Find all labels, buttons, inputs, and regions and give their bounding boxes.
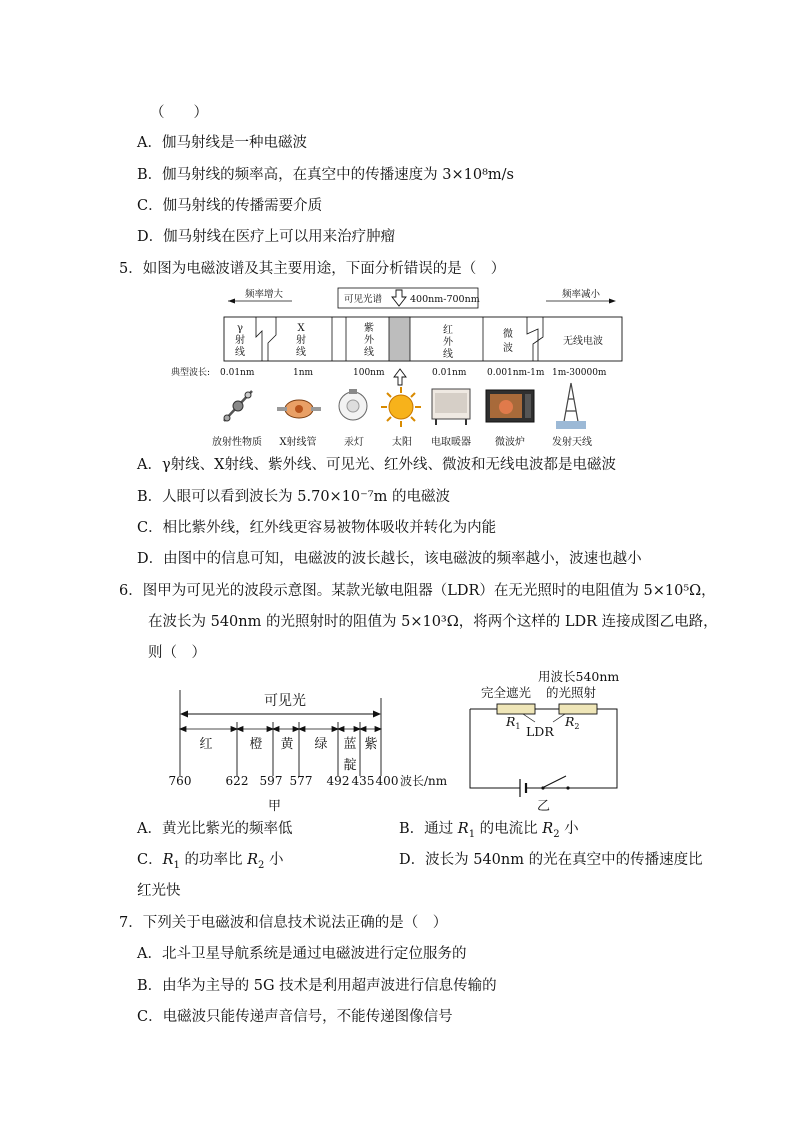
use-xray-tube: X射线管: [279, 437, 317, 448]
tick-597: 597: [259, 774, 283, 788]
use-microwave: 微波炉: [495, 437, 525, 448]
band-green: 绿: [314, 737, 328, 752]
q4-option-c: C．伽马射线的传播需要介质: [137, 198, 323, 214]
use-mercury-lamp: 汞灯: [344, 437, 364, 448]
use-heater: 电取暖器: [431, 437, 471, 448]
r2-resistor: [559, 704, 597, 714]
q5-option-d: D．由图中的信息可知，电磁波的波长越长，该电磁波的频率越小，波速也越小: [137, 551, 642, 567]
q6-option-d-line-1: D．波长为 540nm 的光在真空中的传播速度比: [399, 852, 703, 868]
freq-increase-label: 频率增大: [245, 289, 284, 300]
wavelength-radio: 1m-30000m: [552, 368, 607, 378]
band-red: 红: [199, 737, 213, 752]
tick-760: 760: [168, 774, 192, 788]
q6-stem-line-3: 则（ ）: [148, 645, 206, 661]
r1-resistor: [497, 704, 535, 714]
band-micro-2: 波: [503, 343, 513, 354]
q6-stem-line-1: 6．图甲为可见光的波段示意图。某款光敏电阻器（LDR）在无光照时的电阻值为 5×10⁵Ω，: [119, 583, 716, 599]
wavelength-ir: 0.01nm: [432, 368, 467, 378]
light-label-2: 的光照射: [546, 685, 597, 700]
light-label-1: 用波长540nm: [538, 669, 620, 684]
band-x-2: 射: [296, 335, 306, 346]
q4-option-d: D．伽马射线在医疗上可以用来治疗肿瘤: [137, 229, 396, 245]
band-gamma-3: 线: [235, 347, 245, 358]
q7-stem: 7．下列关于电磁波和信息技术说法正确的是（ ）: [119, 915, 448, 931]
band-x-1: X: [297, 323, 305, 334]
r2-label: $R_2$: [565, 714, 580, 731]
band-violet: 紫: [364, 737, 378, 752]
q5-option-a: A．γ射线、X射线、紫外线、可见光、红外线、微波和无线电波都是电磁波: [137, 457, 616, 473]
sun-image: [379, 385, 423, 429]
q5-stem: 5．如图为电磁波谱及其主要用途，下面分析错误的是（ ）: [119, 261, 506, 277]
band-ir-3: 线: [443, 349, 453, 360]
transmitting-antenna-image: [556, 381, 586, 429]
xray-tube-image: [275, 395, 323, 423]
switch-lever: [544, 776, 566, 787]
band-indigo: 靛: [343, 758, 357, 773]
band-gamma-2: 射: [235, 335, 245, 346]
q4-option-a: A．伽马射线是一种电磁波: [137, 135, 307, 151]
band-gamma-1: γ: [237, 323, 243, 334]
q5-option-b: B．人眼可以看到波长为 5.70×10⁻⁷m 的电磁波: [137, 489, 450, 505]
band-uv-1: 紫: [364, 323, 374, 334]
wavelength-gamma: 0.01nm: [220, 368, 255, 378]
use-sun: 太阳: [392, 437, 412, 448]
tick-492: 492: [326, 774, 350, 788]
visible-range-label: 400nm-700nm: [410, 294, 480, 305]
tick-622: 622: [225, 774, 249, 788]
use-radioactive: 放射性物质: [212, 437, 262, 448]
band-micro-1: 微: [503, 329, 513, 340]
visible-light-band-figure: [160, 688, 490, 816]
band-radio: 无线电波: [563, 336, 603, 347]
band-orange: 橙: [249, 737, 263, 752]
q4-bracket: （ ）: [150, 105, 208, 121]
band-yellow: 黄: [280, 737, 294, 752]
band-uv-2: 外: [364, 335, 374, 346]
q6-option-d-line-2: 红光快: [137, 883, 181, 899]
tick-435: 435: [351, 774, 375, 788]
ldr-circuit-figure: [463, 662, 623, 812]
q6-stem-line-2: 在波长为 540nm 的光照射时的阻值为 5×10³Ω，将两个这样的 LDR 连接成图乙电路，: [148, 614, 718, 630]
band-ir-2: 外: [443, 337, 453, 348]
tick-577: 577: [289, 774, 313, 788]
up-arrow-icon: [394, 369, 406, 385]
wavelength-label: 典型波长:: [171, 368, 211, 378]
q6-option-a: A．黄光比紫光的频率低: [137, 821, 293, 837]
mercury-lamp-image: [334, 386, 372, 426]
microwave-oven-image: [485, 388, 535, 424]
q6-option-c: C．$R_1$ 的功率比 $R_2$ 小: [137, 852, 284, 871]
band-uv-3: 线: [364, 347, 374, 358]
tick-400: 400: [375, 774, 399, 788]
wavelength-axis-label: 波长/nm: [400, 774, 448, 788]
q6-option-b: B．通过 $R_1$ 的电流比 $R_2$ 小: [399, 821, 579, 840]
q4-option-b: B．伽马射线的频率高，在真空中的传播速度为 3×10⁸m/s: [137, 167, 514, 183]
electric-heater-image: [430, 385, 472, 427]
wavelength-x: 1nm: [293, 368, 314, 378]
visible-band-fill: [389, 317, 410, 361]
shade-label: 完全遮光: [481, 685, 532, 700]
freq-decrease-label: 频率减小: [562, 289, 601, 300]
q7-option-b: B．由华为主导的 5G 技术是利用超声波进行信息传输的: [137, 978, 497, 994]
radioactive-source-image: [218, 385, 258, 427]
visible-spectrum-label: 可见光谱: [344, 294, 383, 305]
q7-option-a: A．北斗卫星导航系统是通过电磁波进行定位服务的: [137, 946, 467, 962]
r1-label: $R_1$: [506, 714, 521, 731]
q7-option-c: C．电磁波只能传递声音信号，不能传递图像信号: [137, 1009, 453, 1025]
wavelength-uv: 100nm: [353, 368, 385, 378]
figure-yi-caption: 乙: [537, 799, 551, 812]
ldr-label: LDR: [526, 724, 554, 739]
wavelength-micro: 0.001nm-1m: [487, 368, 545, 378]
band-blue: 蓝: [343, 737, 357, 752]
q5-option-c: C．相比紫外线，红外线更容易被物体吸收并转化为内能: [137, 520, 497, 536]
band-ir-1: 红: [443, 325, 453, 336]
visible-light-title: 可见光: [264, 693, 306, 709]
figure-jia-caption: 甲: [268, 799, 282, 814]
use-antenna: 发射天线: [552, 437, 592, 448]
band-x-3: 线: [296, 347, 306, 358]
